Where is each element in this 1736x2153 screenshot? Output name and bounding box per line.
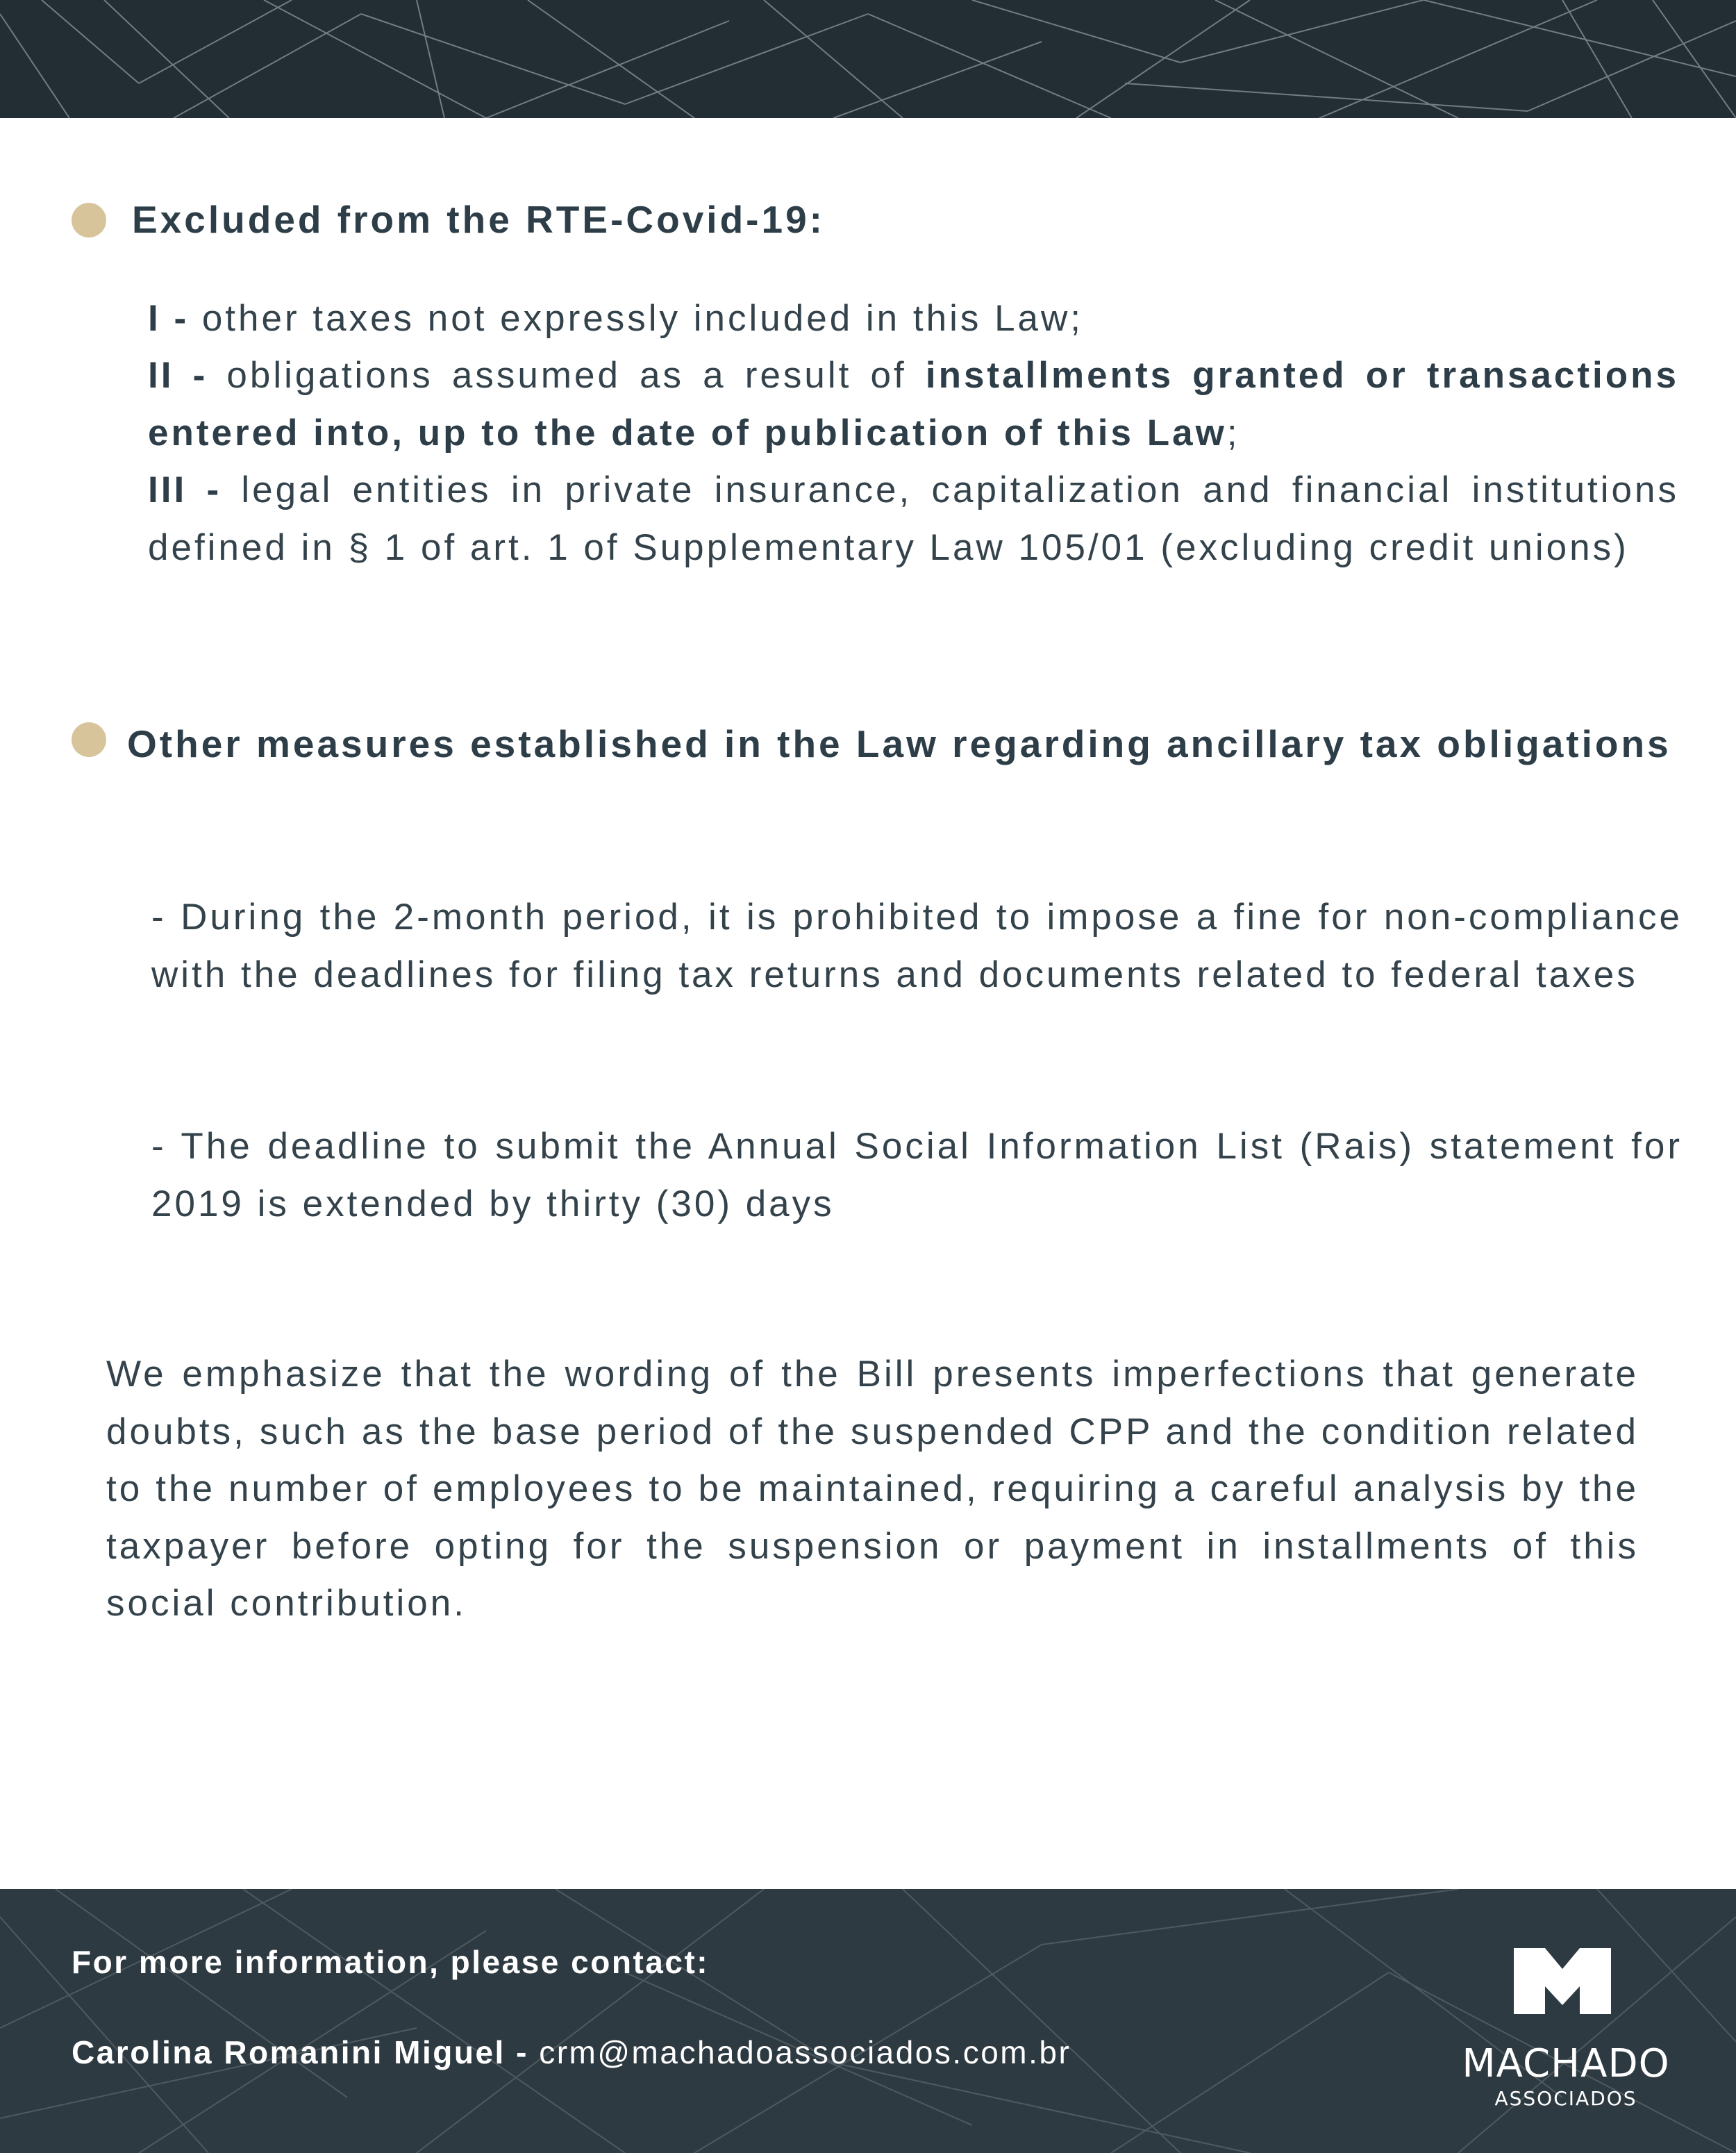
contact-name: Carolina Romanini Miguel - [72,2034,528,2070]
section-heading-other-measures: Other measures established in the Law regarding ancillary tax obligations [127,722,1671,765]
item-text-bold: installments granted or transactions entered into, up to the date of publication of this Law [148,355,1680,454]
item-text: legal entities in private insurance, capitalization and financial institutions defined in § 1 of art. 1 of Supplementary Law 105/01 (excluding credit unions) [148,469,1680,568]
item-text: other taxes not expressly included in this Law; [189,298,1084,339]
excluded-item-3 [148,462,1679,576]
logo-name: MACHADO [1462,2041,1670,2086]
closing-paragraph: We emphasize that the wording of the Bill presents imperfections that generate doubts, such as the base period of the suspended CPP and the condition related to the number of employees to be maintained, requiring a careful analysis by the taxpayer before opting for the suspension or payment in installments of this social contribution. [106,1354,1639,1624]
bullet-dot-icon [72,722,106,757]
section-heading-excluded: Excluded from the RTE-Covid-19: [132,198,825,241]
bullet-dot-icon [72,203,106,238]
geometric-line-pattern [0,0,1736,118]
item-text: obligations assumed as a result of [208,355,926,396]
item-prefix: III - [148,469,222,510]
measure-item-2: - The deadline to submit the Annual Social Information List (Rais) statement for 2019 is extended by thirty (30) days [151,1126,1683,1224]
excluded-item-1 [148,290,1679,348]
measure-item-1: - During the 2-month period, it is prohibited to impose a fine for non-compliance with the deadlines for filing tax returns and documents related to federal taxes [151,897,1683,995]
contact-line [72,2028,1071,2077]
machado-associados-logo [1451,1948,1680,2115]
item-prefix: II - [148,355,208,396]
item-prefix: I - [148,298,190,339]
contact-email-link[interactable]: crm@machadoassociados.com.br [528,2034,1071,2070]
contact-heading: For more information, please contact: [72,1944,710,1980]
item-text-end: ; [1226,412,1240,454]
excluded-item-2 [148,347,1679,462]
logo-subtitle: ASSOCIADOS [1494,2087,1637,2110]
top-banner [0,0,1736,118]
logo-mark-icon [1514,1948,1611,2014]
